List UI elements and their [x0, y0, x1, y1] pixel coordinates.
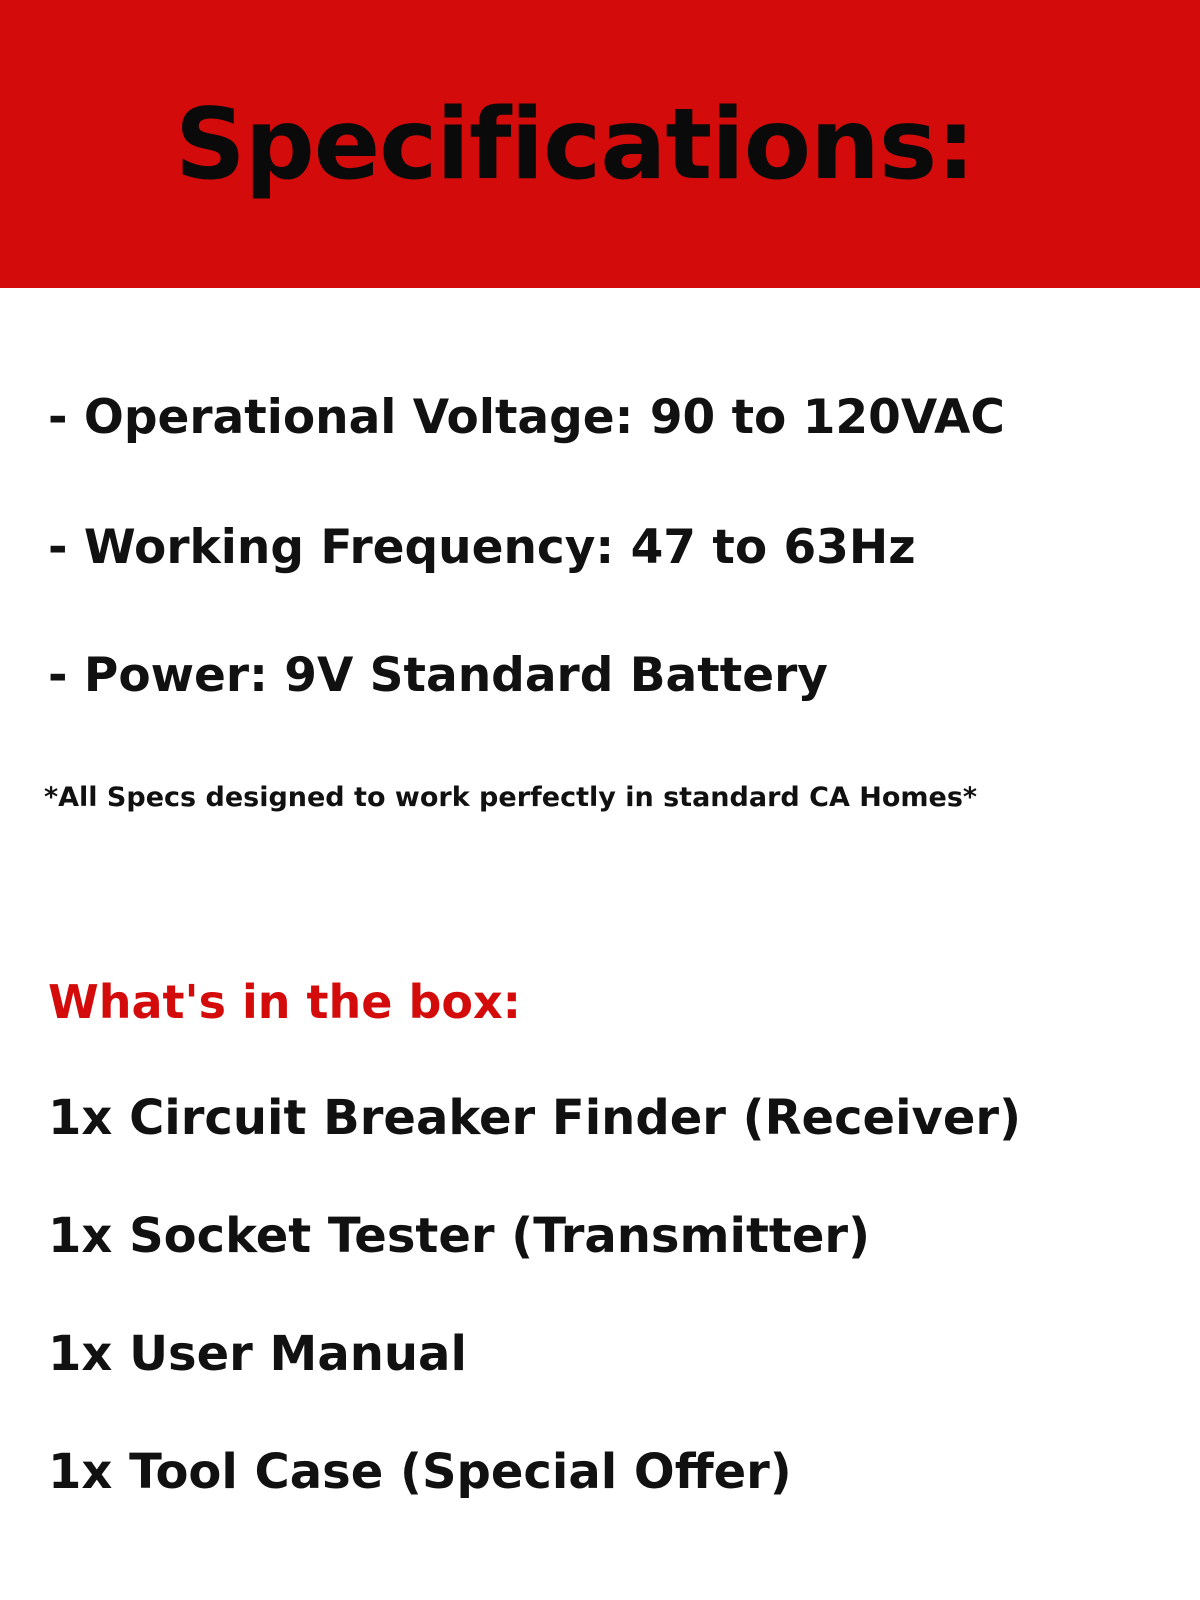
- spec-item-power: - Power: 9V Standard Battery: [48, 648, 828, 703]
- spec-item-frequency: - Working Frequency: 47 to 63Hz: [48, 520, 916, 575]
- box-item-tool-case: 1x Tool Case (Special Offer): [48, 1444, 792, 1500]
- box-item-manual: 1x User Manual: [48, 1326, 467, 1382]
- header-banner: [0, 0, 1200, 288]
- box-contents-heading: What's in the box:: [48, 975, 522, 1029]
- page-title: Specifications:: [175, 88, 975, 202]
- spec-item-voltage: - Operational Voltage: 90 to 120VAC: [48, 390, 1005, 445]
- spec-footnote: *All Specs designed to work perfectly in standard CA Homes*: [44, 782, 978, 813]
- box-item-transmitter: 1x Socket Tester (Transmitter): [48, 1208, 871, 1264]
- box-item-receiver: 1x Circuit Breaker Finder (Receiver): [48, 1090, 1022, 1146]
